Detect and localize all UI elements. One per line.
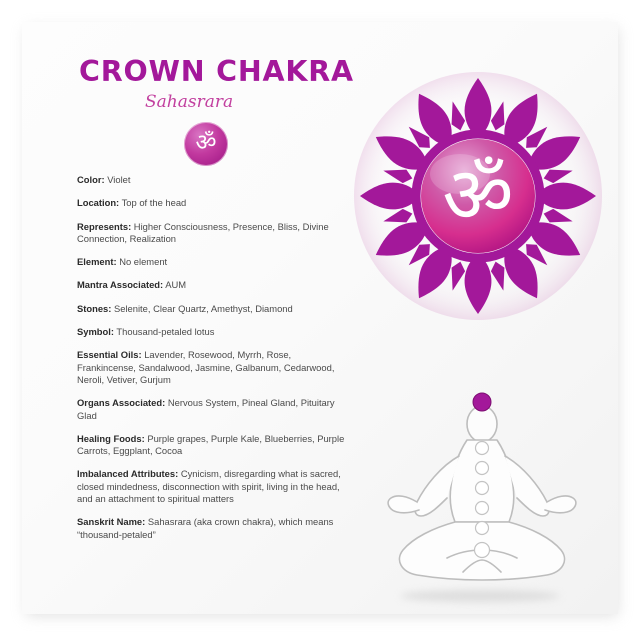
meditating-figure-diagram: [355, 382, 610, 607]
attribute-label: Essential Oils:: [77, 349, 142, 361]
attribute-value: Selenite, Clear Quartz, Amethyst, Diamond: [114, 302, 293, 314]
attribute-value: Purple grapes, Purple Kale, Blueberries, Purple Carrots, Eggplant, Cocoa: [77, 432, 345, 457]
list-item: [77, 279, 345, 291]
om-glyph: ॐ: [442, 151, 514, 241]
attribute-label: Organs Associated:: [77, 397, 166, 409]
list-item: [77, 433, 345, 458]
attribute-value: Higher Consciousness, Presence, Bliss, Divine Connection, Realization: [77, 220, 329, 244]
attribute-label: Element:: [77, 256, 117, 268]
chakra-point-heart: [476, 482, 489, 495]
page-title: CROWN CHAKRA: [79, 55, 354, 88]
list-item: [77, 221, 345, 246]
list-item: [77, 516, 345, 541]
attribute-label: Color:: [77, 174, 105, 185]
attribute-label: Stones:: [77, 302, 112, 314]
chakra-point-third-eye: [476, 442, 489, 455]
chakra-point-throat: [476, 462, 489, 475]
crown-chakra-lotus-icon: [352, 70, 604, 322]
attribute-label: Imbalanced Attributes:: [77, 468, 179, 480]
attribute-value: Thousand-petaled lotus: [116, 326, 215, 338]
list-item: [77, 326, 345, 338]
list-item: [77, 468, 345, 505]
attribute-label: Symbol:: [77, 326, 114, 338]
chakra-point-root: [475, 543, 490, 558]
page-subtitle: Sahasrara: [145, 92, 234, 112]
list-item: [77, 256, 345, 268]
attribute-value: AUM: [165, 279, 187, 291]
attribute-value: Violet: [107, 174, 131, 185]
attribute-value: No element: [119, 256, 168, 268]
attribute-label: Location:: [77, 197, 120, 209]
list-item: [77, 397, 345, 422]
om-icon: ॐ: [195, 129, 217, 156]
om-badge: [184, 122, 228, 166]
list-item: [77, 197, 345, 209]
list-item: [77, 349, 345, 386]
card-surface: [22, 22, 618, 614]
chakra-point-solar-plexus: [476, 502, 489, 515]
chakra-info-card: [22, 22, 618, 614]
attribute-label: Healing Foods:: [77, 432, 145, 444]
chakra-attributes-list: [77, 174, 345, 552]
attribute-value: Nervous System, Pineal Gland, Pituitary Glad: [77, 397, 335, 421]
list-item: [77, 303, 345, 315]
attribute-label: Represents:: [77, 220, 132, 232]
attribute-value: Top of the head: [121, 197, 187, 209]
attribute-label: Mantra Associated:: [77, 279, 164, 291]
list-item: [77, 174, 345, 186]
chakra-point-crown: [473, 393, 491, 411]
attribute-value: Cynicism, disregarding what is sacred, closed mindedness, disconnection with spirit, living in the head, and an attachment to spiritual matters: [77, 468, 341, 505]
attribute-value: Sahasrara (aka crown chakra), which means “thousand-petaled”: [77, 516, 334, 540]
attribute-value: Lavender, Rosewood, Myrrh, Rose, Frankincense, Sandalwood, Jasmine, Galbanum, Cedarwood, Neroli, Vetiver, Gurjum: [77, 349, 335, 385]
chakra-point-sacral: [476, 522, 489, 535]
attribute-label: Sanskrit Name:: [77, 516, 146, 528]
